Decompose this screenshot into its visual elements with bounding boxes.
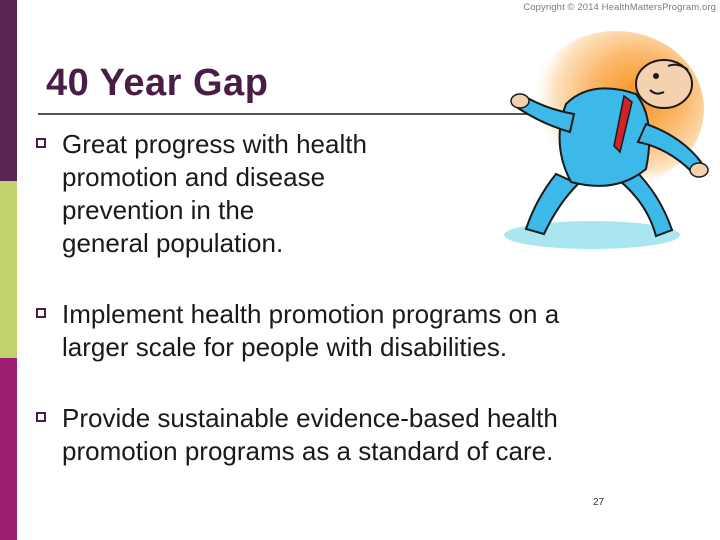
sidebar-accent-bottom [0, 358, 17, 540]
bullet-item [36, 128, 446, 260]
slide-title: 40 Year Gap [46, 62, 269, 104]
sidebar-accent-top [0, 0, 17, 181]
bullet-text: Implement health promotion programs on a larger scale for people with disabilities. [62, 299, 560, 362]
square-bullet-icon [36, 308, 46, 318]
page-number: 27 [593, 497, 605, 508]
bullet-text: Great progress with health promotion and disease prevention in the general population. [62, 129, 367, 258]
square-bullet-icon [36, 412, 46, 422]
bullet-item [36, 298, 686, 364]
bullet-item [36, 402, 686, 468]
copyright-notice: Copyright © 2014 HealthMattersProgram.org [523, 2, 716, 13]
bullet-text: Provide sustainable evidence-based health promotion programs as a standard of care. [62, 403, 558, 466]
running-man-clipart [496, 24, 720, 254]
sidebar-accent-middle [0, 181, 17, 358]
title-underline [38, 113, 528, 115]
square-bullet-icon [36, 138, 46, 148]
